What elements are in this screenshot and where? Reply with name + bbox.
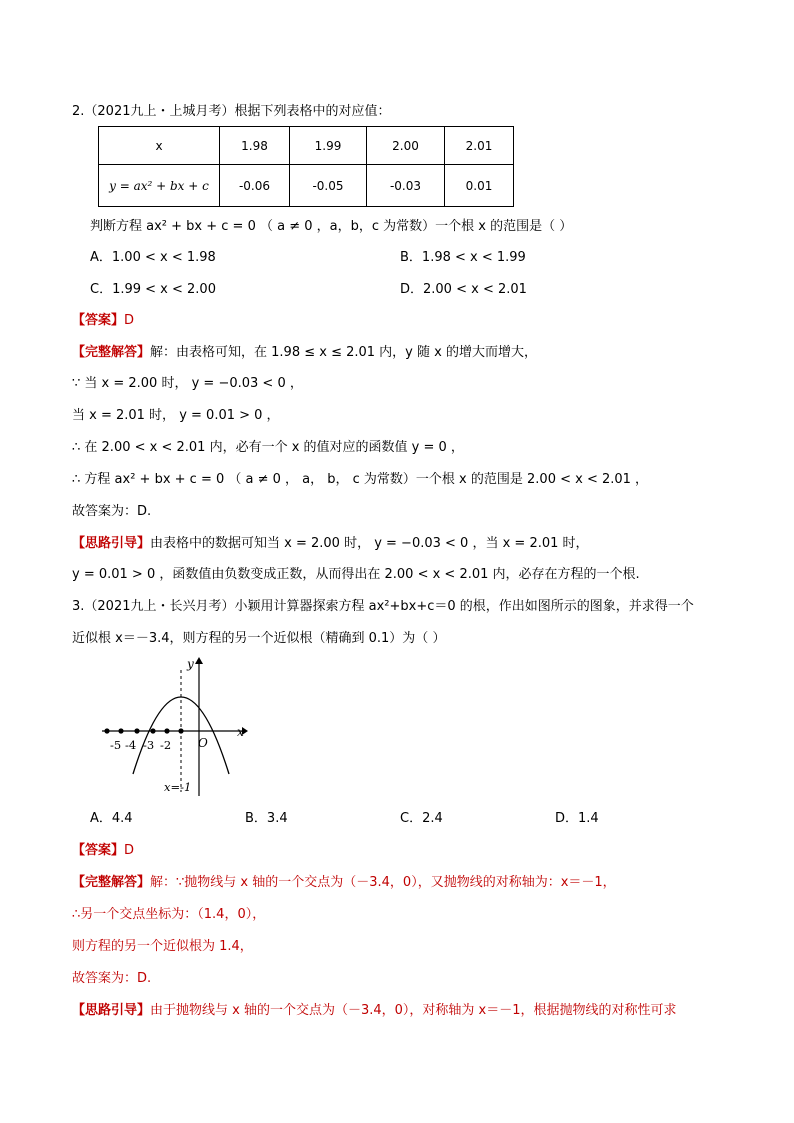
q2-hint-line-1: [72, 535, 589, 553]
solution-tag: 【完整解答】: [72, 345, 151, 360]
hint-text: 由于抛物线与 x 轴的一个交点为（－3.4，0），对称轴为 x＝－1，根据抛物线的对称性可求: [150, 1003, 677, 1018]
solution-text: 解：由表格可知，在 1.98 ≤ x ≤ 2.01 内，y 随 x 的增大而增大，: [150, 345, 537, 360]
parabola-graph: [96, 652, 256, 800]
answer-value: D: [124, 313, 135, 328]
answer-tag: 【答案】: [72, 313, 125, 328]
table-cell: -0.06: [220, 165, 290, 207]
x-axis-dot: [134, 728, 139, 733]
table-cell: 1.98: [220, 127, 290, 165]
x-axis-dot: [118, 728, 123, 733]
q2-question: 判断方程 ax² + bx + c = 0 （ a ≠ 0 ，a，b，c 为常数）一个根 x 的范围是（ ）: [90, 219, 573, 234]
table-cell: -0.05: [290, 165, 367, 207]
q2-option-c: C．1.99 < x < 2.00: [90, 282, 216, 297]
q2-solution-line-1: [72, 344, 537, 362]
q2-option-d: D．2.00 < x < 2.01: [400, 282, 527, 297]
x-axis-dot: [178, 728, 183, 733]
q3-option-a: A．4.4: [90, 811, 133, 826]
tick-label: -5: [110, 738, 122, 752]
table-cell: -0.03: [367, 165, 445, 207]
q2-answer: [72, 312, 134, 330]
q2-option-b: B．1.98 < x < 1.99: [400, 250, 526, 265]
q2-solution-line-5: ∴ 方程 ax² + bx + c = 0 （ a ≠ 0 ， a， b， c 为常数）一个根 x 的范围是 2.00 < x < 2.01 ，: [72, 472, 649, 487]
table-cell: 2.01: [445, 127, 514, 165]
x-axis-dot: [104, 728, 109, 733]
hint-text: 由表格中的数据可知当 x = 2.00 时， y = −0.03 < 0 ，当 x = 2.01 时，: [150, 536, 589, 551]
q3-solution-line-4: 故答案为：D.: [72, 971, 152, 986]
solution-text: 解：∵抛物线与 x 轴的一个交点为（－3.4，0），又抛物线的对称轴为：x＝－1，: [150, 875, 616, 890]
q3-header-line-2: 近似根 x＝－3.4，则方程的另一个近似根（精确到 0.1）为（ ）: [72, 631, 446, 646]
table-cell: 2.00: [367, 127, 445, 165]
x-axis-label: x: [237, 725, 244, 739]
hint-tag: 【思路引导】: [72, 536, 151, 551]
q3-option-c: C．2.4: [400, 811, 443, 826]
q2-solution-line-4: ∴ 在 2.00 < x < 2.01 内，必有一个 x 的值对应的函数值 y = 0 ，: [72, 440, 464, 455]
q3-header-line-1: 3.（2021九上・长兴月考）小颖用计算器探索方程 ax²+bx+c＝0 的根，作出如图所示的图象，并求得一个: [72, 599, 694, 614]
table-cell: 0.01: [445, 165, 514, 207]
q2-solution-line-3: 当 x = 2.01 时， y = 0.01 > 0 ，: [72, 408, 280, 423]
q3-solution-line-2: ∴另一个交点坐标为：（1.4，0），: [72, 907, 266, 922]
table-row-label: y = ax² + bx + c: [99, 165, 220, 207]
q2-solution-line-2: ∵ 当 x = 2.00 时， y = −0.03 < 0 ，: [72, 376, 303, 391]
q3-option-b: B．3.4: [245, 811, 288, 826]
q2-option-a: A．1.00 < x < 1.98: [90, 250, 216, 265]
q3-solution-line-1: [72, 874, 616, 892]
q2-solution-line-6: 故答案为：D.: [72, 504, 152, 519]
q2-value-table: [98, 126, 514, 207]
tick-label: -3: [143, 738, 155, 752]
y-axis-label: y: [187, 657, 194, 671]
tick-label: -2: [160, 738, 172, 752]
q2-header: 2.（2021九上・上城月考）根据下列表格中的对应值：: [72, 104, 391, 119]
q3-solution-line-3: 则方程的另一个近似根为 1.4，: [72, 939, 253, 954]
answer-tag: 【答案】: [72, 843, 125, 858]
x-axis-dot: [164, 728, 169, 733]
q3-answer: [72, 842, 134, 860]
x-axis-dot: [150, 728, 155, 733]
symmetry-axis-label: x=-1: [164, 780, 192, 794]
solution-tag: 【完整解答】: [72, 875, 151, 890]
answer-value: D: [124, 843, 135, 858]
table-cell: 1.99: [290, 127, 367, 165]
tick-label: -4: [125, 738, 137, 752]
q3-option-d: D．1.4: [555, 811, 599, 826]
q3-hint-line: [72, 1002, 677, 1020]
hint-tag: 【思路引导】: [72, 1003, 151, 1018]
y-axis-arrow: [195, 657, 203, 664]
q2-hint-line-2: y = 0.01 > 0 ，函数值由负数变成正数，从而得出在 2.00 < x < 2.01 内，必存在方程的一个根.: [72, 567, 640, 582]
origin-label: O: [198, 736, 208, 750]
table-cell: x: [99, 127, 220, 165]
